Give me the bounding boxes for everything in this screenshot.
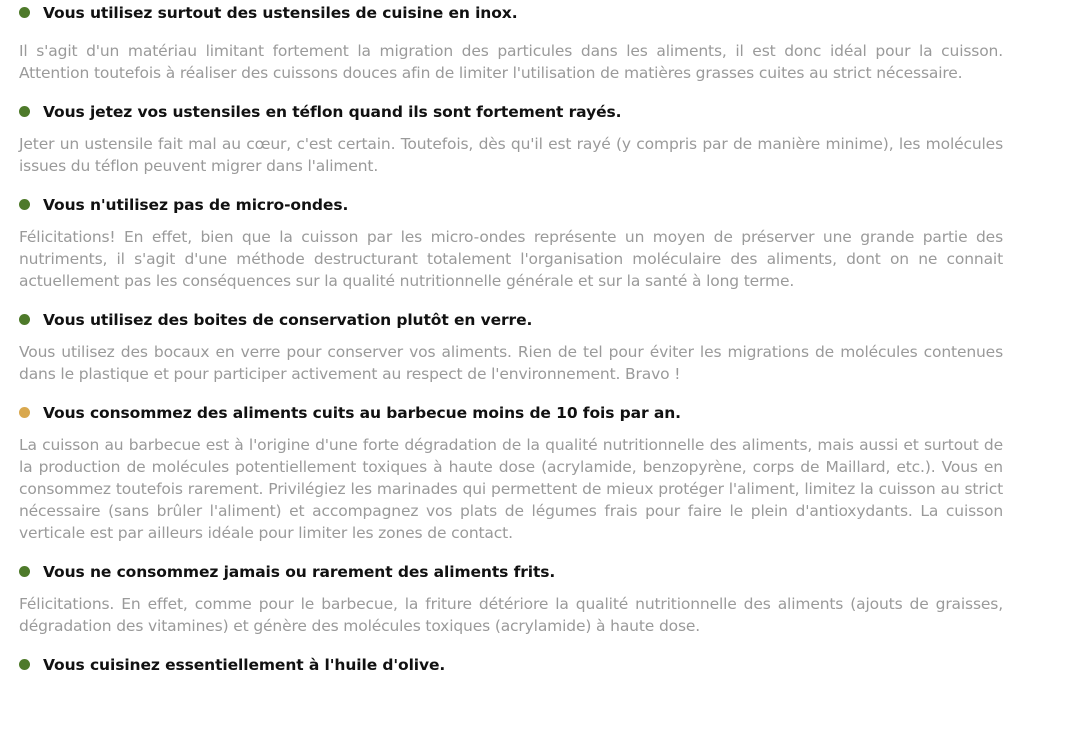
advice-item: [19, 0, 1003, 84]
status-dot-icon: [19, 199, 30, 210]
advice-title: Vous ne consommez jamais ou rarement des aliments frits.: [43, 563, 556, 581]
advice-title: Vous utilisez des boites de conservation plutôt en verre.: [43, 311, 533, 329]
advice-description: La cuisson au barbecue est à l'origine d'une forte dégradation de la qualité nutritionnelle des aliments, mais aussi et surtout de la production de molécules potentiellement toxiques à haute dose (acrylamide, benzopyrène, corps de Maillard, etc.). Vous en consommez toutefois rarement. Privilégiez les marinades qui permettent de mieux protéger l'aliment, limitez la cuisson au strict nécessaire (sans brûler l'aliment) et accompagnez vos plats de légumes frais pour faire le plein d'antioxydants. La cuisson verticale est par ailleurs idéale pour limiter les zones de contact.: [19, 436, 1003, 542]
advice-heading: [19, 192, 1003, 218]
advice-description: Vous utilisez des bocaux en verre pour conserver vos aliments. Rien de tel pour éviter les migrations de molécules contenues dans le plastique et pour participer activement au respect de l'environnement. Bravo !: [19, 343, 1003, 383]
advice-title: Vous jetez vos ustensiles en téflon quand ils sont fortement rayés.: [43, 103, 622, 121]
advice-description: Félicitations! En effet, bien que la cuisson par les micro-ondes représente un moyen de préserver une grande partie des nutriments, il s'agit d'une méthode destructurant totalement l'organisation moléculaire des aliments, dont on ne connait actuellement pas les conséquences sur la qualité nutritionnelle générale et sur la santé à long terme.: [19, 228, 1003, 290]
status-dot-icon: [19, 659, 30, 670]
status-dot-icon: [19, 407, 30, 418]
status-dot-icon: [19, 7, 30, 18]
advice-title: Vous utilisez surtout des ustensiles de cuisine en inox.: [43, 4, 518, 22]
advice-description: Jeter un ustensile fait mal au cœur, c'est certain. Toutefois, dès qu'il est rayé (y compris par de manière minime), les molécules issues du téflon peuvent migrer dans l'aliment.: [19, 135, 1003, 175]
advice-description: Il s'agit d'un matériau limitant fortement la migration des particules dans les aliments, il est donc idéal pour la cuisson. Attention toutefois à réaliser des cuissons douces afin de limiter l'utilisation de matières grasses cuites au strict nécessaire.: [19, 42, 1003, 82]
advice-title: Vous cuisinez essentiellement à l'huile d'olive.: [43, 656, 446, 674]
advice-heading: [19, 652, 1003, 678]
advice-item: [19, 652, 1003, 678]
advice-title: Vous n'utilisez pas de micro-ondes.: [43, 196, 349, 214]
advice-item: [19, 400, 1003, 544]
status-dot-icon: [19, 106, 30, 117]
advice-heading: [19, 99, 1003, 125]
status-dot-icon: [19, 314, 30, 325]
advice-item: [19, 307, 1003, 385]
advice-item: [19, 99, 1003, 177]
advice-heading: [19, 400, 1003, 426]
advice-item: [19, 192, 1003, 292]
advice-title: Vous consommez des aliments cuits au barbecue moins de 10 fois par an.: [43, 404, 681, 422]
advice-description: Félicitations. En effet, comme pour le barbecue, la friture détériore la qualité nutritionnelle des aliments (ajouts de graisses, dégradation des vitamines) et génère des molécules toxiques (acrylamide) à haute dose.: [19, 595, 1003, 635]
advice-item: [19, 559, 1003, 637]
advice-heading: [19, 559, 1003, 585]
advice-heading: [19, 307, 1003, 333]
advice-heading: [19, 0, 1003, 26]
advice-list: [19, 0, 1003, 678]
status-dot-icon: [19, 566, 30, 577]
